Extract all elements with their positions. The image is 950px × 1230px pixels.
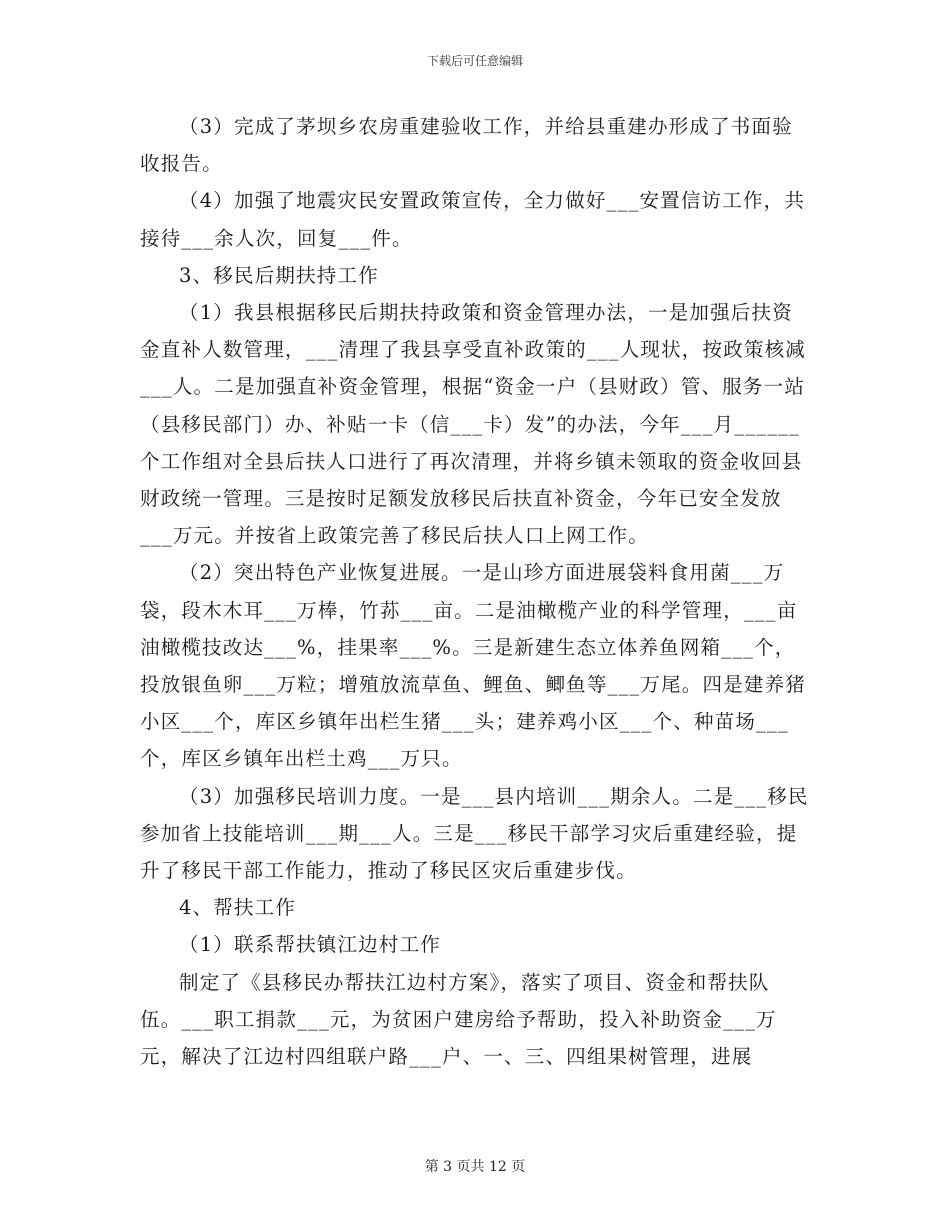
- paragraph-item-4: （4）加强了地震灾民安置政策宣传，全力做好___安置信访工作，共接待___余人次，回复___件。: [140, 189, 806, 250]
- page-number: 第 3 页共 12 页: [424, 1159, 526, 1175]
- page-header-note: 下载后可任意编辑: [426, 54, 523, 68]
- section-heading-resettlement-support: 3、移民后期扶持工作: [179, 263, 379, 287]
- section-heading-assistance: 4、帮扶工作: [179, 896, 297, 920]
- subheading-jiangbian-village: （1）联系帮扶镇江边村工作: [179, 933, 442, 957]
- document-body: [140, 108, 810, 1075]
- paragraph-item-3: （3）完成了茅坝乡农房重建验收工作，并给县重建办形成了书面验收报告。: [140, 115, 793, 176]
- paragraph-training: （3）加强移民培训力度。一是___县内培训___期余人。二是___移民参加省上技能培训___期___人。三是___移民干部学习灾后重建经验，提升了移民干部工作能力，推动了移民区灾后重建步伐。: [140, 784, 809, 883]
- paragraph-subsidy-management: （1）我县根据移民后期扶持政策和资金管理办法，一是加强后扶资金直补人数管理，___清理了我县享受直补政策的___人现状，按政策核减___人。二是加强直补资金管理，根据“资金一户（县财政）管、服务一站（县移民部门）办、补贴一卡（信___卡）发”的办法，今年___月______个工作组对全县后扶人口进行了再次清理，并将乡镇未领取的资金收回县财政统一管理。三是按时足额发放移民后扶直补资金，今年已安全发放___万元。并按省上政策完善了移民后扶人口上网工作。: [140, 301, 807, 548]
- paragraph-industry-recovery: （2）突出特色产业恢复进展。一是山珍方面进展袋料食用菌___万袋，段木木耳___万棒，竹荪___亩。二是油橄榄产业的科学管理，___亩油橄榄技改达___%，挂果率___%。三是新建生态立体养鱼网箱___个，投放银鱼卵___万粒；增殖放流草鱼、鲤鱼、鲫鱼等___万尾。四是建养猪小区___个，库区乡镇年出栏生猪___头；建养鸡小区___个、种苗场___个，库区乡镇年出栏土鸡___万只。: [140, 561, 807, 771]
- paragraph-jiangbian-plan: 制定了《县移民办帮扶江边村方案》，落实了项目、资金和帮扶队伍。___职工捐款___元，为贫困户建房给予帮助，投入补助资金___万元，解决了江边村四组联户路___户、一、三、四组果树管理，进展: [140, 970, 777, 1069]
